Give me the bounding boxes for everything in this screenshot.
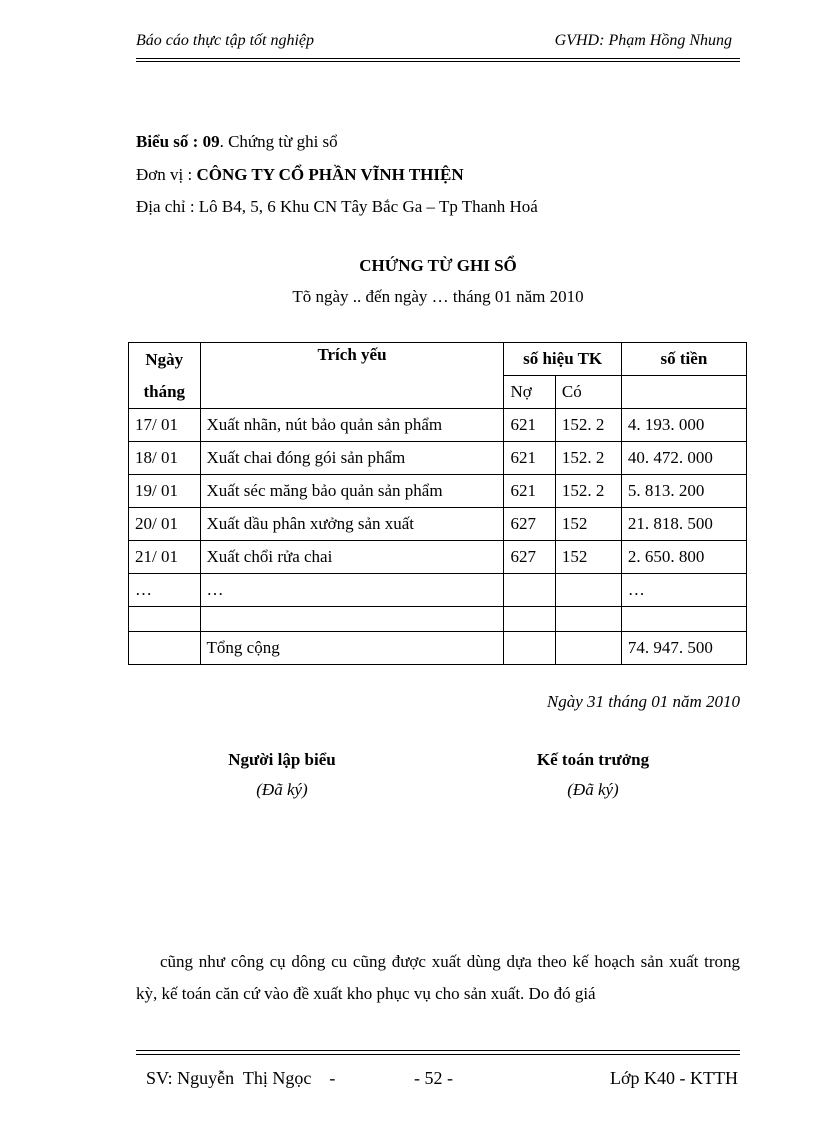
header-date-line2: tháng [143,381,186,401]
total-label: Tổng cộng [200,632,504,665]
cell-amount: … [621,574,746,607]
cell-desc [200,607,504,632]
cell-credit: 152 [555,508,621,541]
unit-line [136,165,464,185]
cell-date: 18/ 01 [129,442,201,475]
cell-debit: 621 [504,475,555,508]
table-total-row [129,632,747,665]
address-line: Địa chỉ : Lô B4, 5, 6 Khu CN Tây Bắc Ga – Tp Thanh Hoá [136,197,538,216]
header-account: số hiệu TK [504,343,621,376]
table-row [129,442,747,475]
header-date [129,343,201,409]
table-row [129,475,747,508]
form-number-line [136,132,338,152]
cell-credit: 152 [555,541,621,574]
page-header [136,30,740,56]
table-row [129,607,747,632]
table-row [129,409,747,442]
accountant-role: Kế toán trưởng [536,750,650,769]
cell-credit [555,607,621,632]
cell-amount: 40. 472. 000 [621,442,746,475]
table-row [129,541,747,574]
cell-date [129,607,201,632]
cell-debit: 621 [504,442,555,475]
cell-desc: Xuất chổi rửa chai [200,541,504,574]
preparer-signature [192,750,372,800]
unit-value: CÔNG TY CỔ PHẦN VĨNH THIỆN [196,165,464,184]
preparer-role: Người lập biểu [228,750,336,769]
cell-amount [621,607,746,632]
cell-amount: 4. 193. 000 [621,409,746,442]
header-amount: số tiền [621,343,746,376]
header-supervisor: GVHD: Phạm Hồng Nhung [554,32,732,49]
footer-page-number: - 52 - [414,1068,453,1088]
form-number-label: Biểu số : 09 [136,132,220,151]
cell-credit: 152. 2 [555,442,621,475]
header-credit: Có [555,376,621,409]
cell-debit: 621 [504,409,555,442]
preparer-status: (Đã ký) [256,780,308,799]
header-amount-blank [621,376,746,409]
header-rule-top [136,58,740,59]
footer-rule-bottom [136,1054,740,1055]
cell-desc: Xuất chai đóng gói sản phẩm [200,442,504,475]
header-debit: Nợ [504,376,555,409]
cell-date: 17/ 01 [129,409,201,442]
cell-amount: 5. 813. 200 [621,475,746,508]
cell-credit: 152. 2 [555,475,621,508]
body-paragraph: cũng như công cụ dông cu cũng được xuất dùng dựa theo kế hoạch sản xuất trong kỳ, kế toán căn cứ vào đề xuất kho phục vụ cho sản xuất. Do đó giá [136,952,740,1003]
cell-debit: 627 [504,541,555,574]
document-title: CHỨNG TỪ GHI SỔ [359,256,517,275]
cell-desc: Xuất dầu phân xưởng sản xuất [200,508,504,541]
cell-total-debit [504,632,555,665]
footer-student: SV: Nguyễn Thị Ngọc - [146,1068,336,1088]
cell-desc: … [200,574,504,607]
unit-label: Đơn vị : [136,165,193,184]
cell-debit [504,574,555,607]
accountant-status: (Đã ký) [567,780,619,799]
table-header-row [129,343,747,376]
form-number-desc: . Chứng từ ghi sổ [219,132,338,151]
cell-desc: Xuất nhãn, nút bảo quản sản phẩm [200,409,504,442]
footer-rule-top [136,1050,740,1051]
accountant-signature [498,750,688,800]
voucher-table [128,342,747,665]
cell-total-blank [129,632,201,665]
signing-date: Ngày 31 tháng 01 năm 2010 [546,692,740,711]
cell-debit: 627 [504,508,555,541]
cell-credit: 152. 2 [555,409,621,442]
total-amount: 74. 947. 500 [621,632,746,665]
cell-debit [504,607,555,632]
cell-amount: 2. 650. 800 [621,541,746,574]
header-report-title: Báo cáo thực tập tốt nghiệp [136,32,315,49]
footer-class: Lớp K40 - KTTH [610,1068,738,1088]
cell-desc: Xuất séc măng bảo quản sản phẩm [200,475,504,508]
cell-credit [555,574,621,607]
table-row [129,508,747,541]
cell-date: … [129,574,201,607]
cell-date: 21/ 01 [129,541,201,574]
cell-amount: 21. 818. 500 [621,508,746,541]
table-row [129,574,747,607]
cell-date: 19/ 01 [129,475,201,508]
cell-date: 20/ 01 [129,508,201,541]
document-period: Tõ ngày .. đến ngày … tháng 01 năm 2010 [292,287,584,306]
header-rule-bottom [136,61,740,62]
header-summary: Trích yếu [200,343,504,409]
header-date-line1: Ngày [145,349,184,369]
cell-total-credit [555,632,621,665]
